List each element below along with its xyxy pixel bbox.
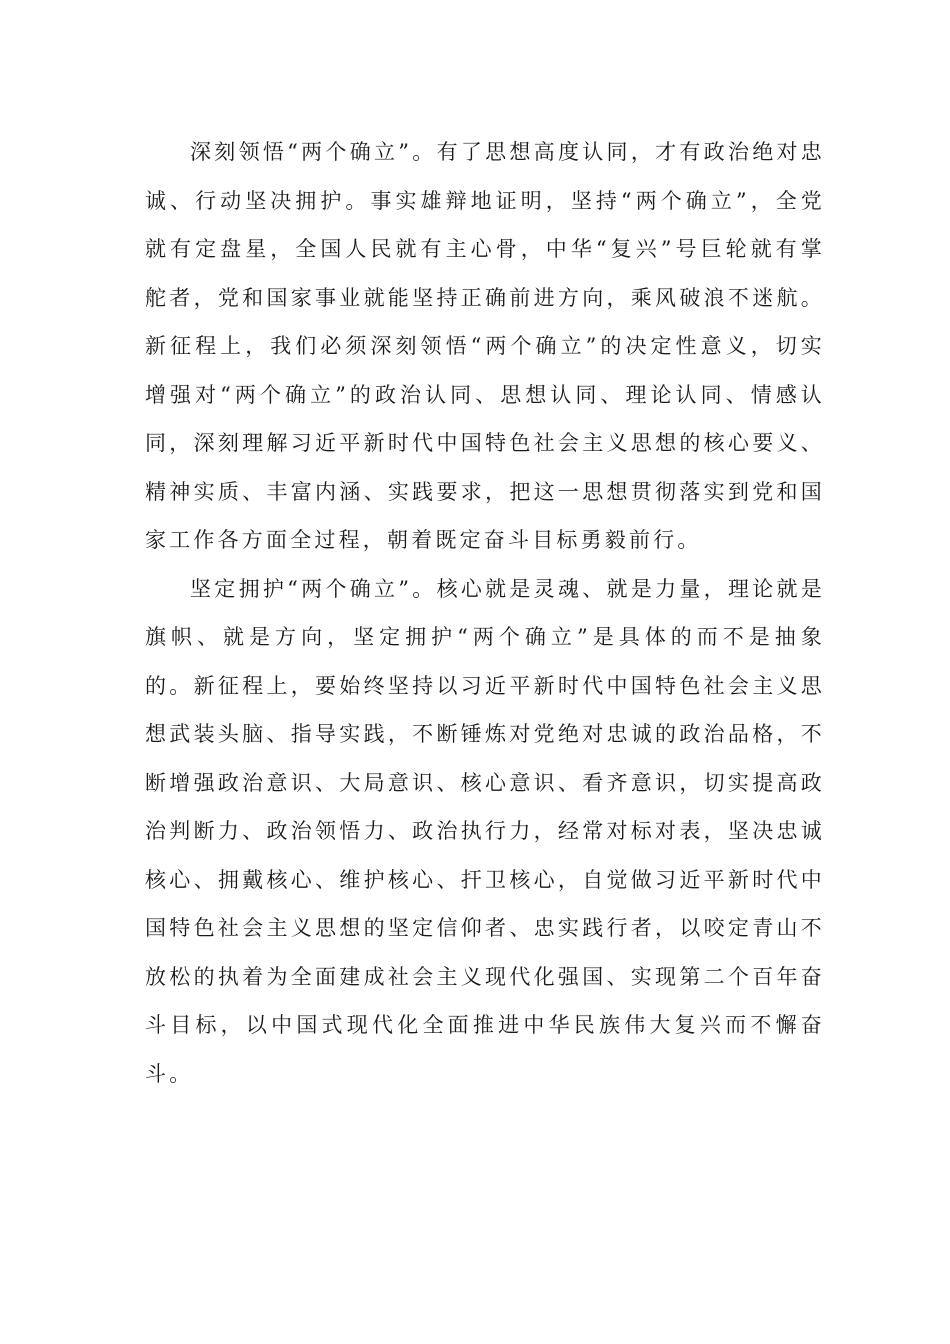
paragraph-1: 深刻领悟“两个确立”。有了思想高度认同，才有政治绝对忠诚、行动坚决拥护。事实雄辩地证明，坚持“两个确立”，全党就有定盘星，全国人民就有主心骨，中华“复兴”号巨轮就有掌舵者，党和国家事业就能坚持正确前进方向，乘风破浪不迷航。新征程上，我们必须深刻领悟“两个确立”的决定性意义，切实增强对“两个确立”的政治认同、思想认同、理论认同、情感认同，深刻理解习近平新时代中国特色社会主义思想的核心要义、精神实质、丰富内涵、实践要求，把这一思想贯彻落实到党和国家工作各方面全过程，朝着既定奋斗目标勇毅前行。: [145, 140, 825, 552]
paragraph-2: 坚定拥护“两个确立”。核心就是灵魂、就是力量，理论就是旗帜、就是方向，坚定拥护“两个确立”是具体的而不是抽象的。新征程上，要始终坚持以习近平新时代中国特色社会主义思想武装头脑、指导实践，不断锤炼对党绝对忠诚的政治品格，不断增强政治意识、大局意识、核心意识、看齐意识，切实提高政治判断力、政治领悟力、政治执行力，经常对标对表，坚决忠诚核心、拥戴核心、维护核心、扞卫核心，自觉做习近平新时代中国特色社会主义思想的坚定信仰者、忠实践行者，以咬定青山不放松的执着为全面建成社会主义现代化强国、实现第二个百年奋斗目标，以中国式现代化全面推进中华民族伟大复兴而不懈奋斗。: [145, 576, 825, 1086]
document-body: [145, 128, 825, 1098]
